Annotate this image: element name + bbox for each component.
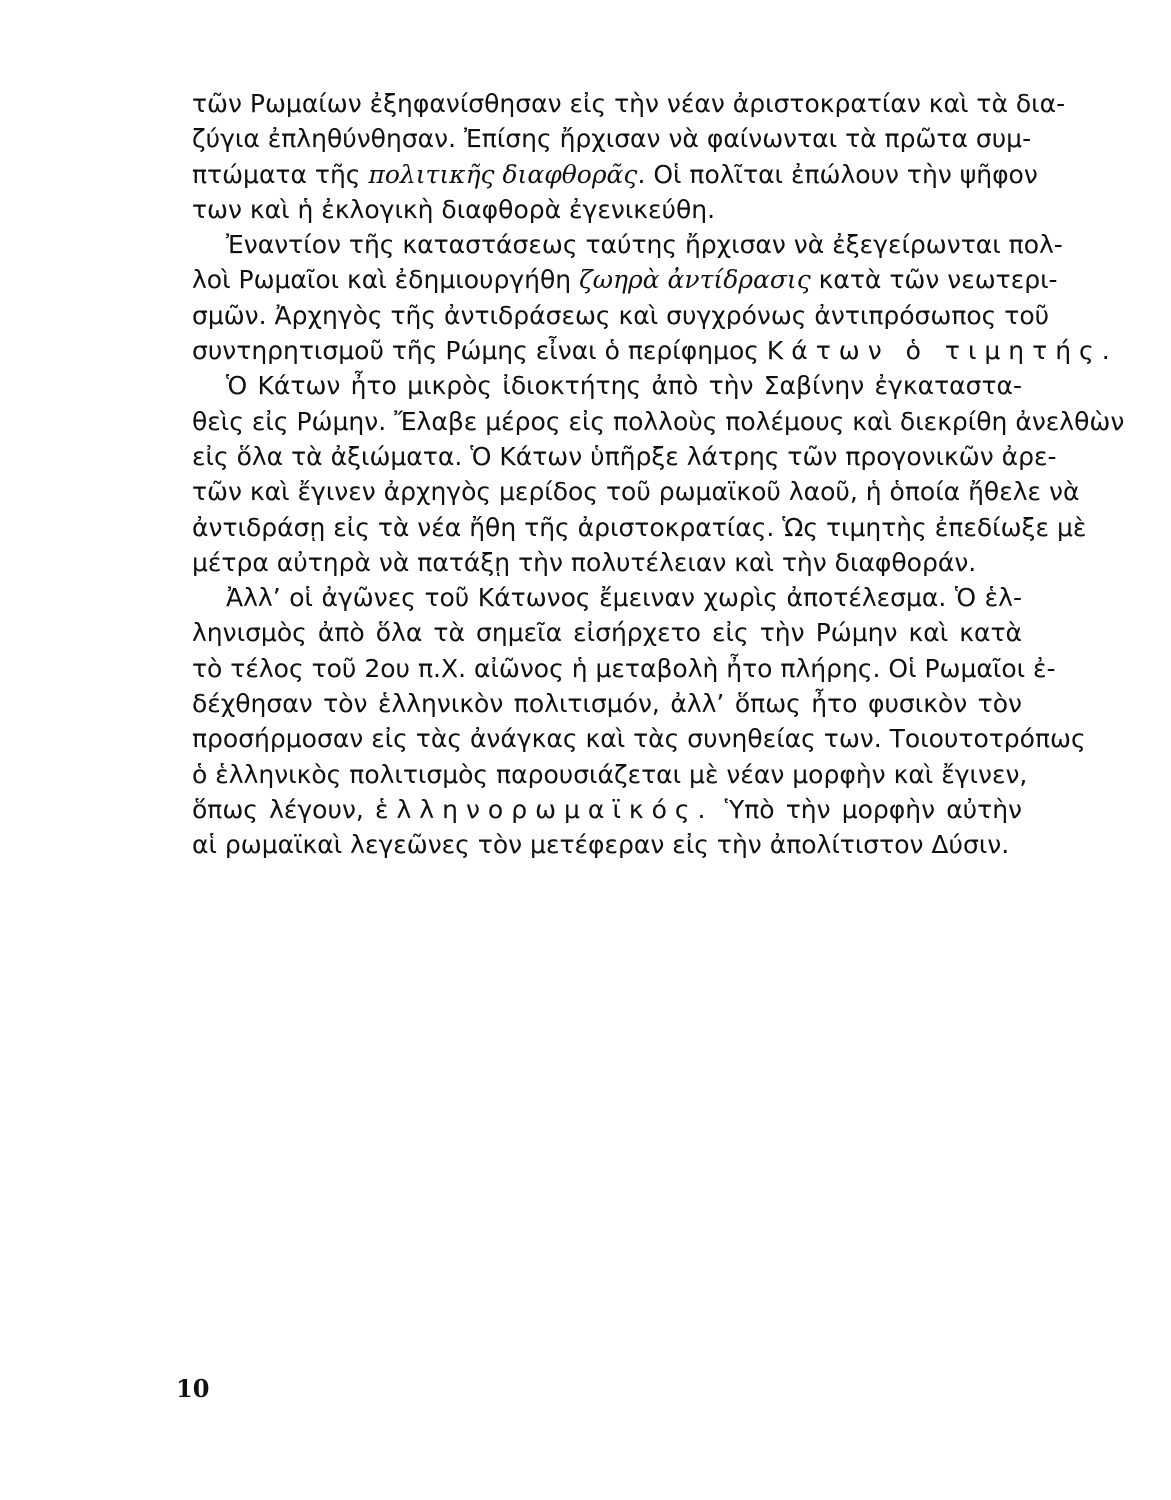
text-segment: τὸ τέλος τοῦ 2ου π.Χ. αἰῶνος ἡ μεταβολὴ ἦτο πλήρης. Οἱ Ρωμαῖοι ἐ- (192, 653, 1056, 683)
paragraph (192, 580, 1086, 862)
text-segment: τῶν καὶ ἔγινεν ἀρχηγὸς μερίδος τοῦ ρωμαϊκοῦ λαοῦ, ἡ ὁποία ἤθελε νὰ (192, 477, 1080, 507)
emphasized-text: πολιτικῆς διαφθορᾶς (368, 159, 638, 189)
text-line (192, 615, 1022, 650)
paragraph (192, 368, 1125, 580)
text-segment: τῶν Ρωμαίων ἐξηφανίσθησαν εἰς τὴν νέαν ἀριστοκρατίαν καὶ τὰ δια- (192, 89, 1066, 118)
text-segment: ὅπως λέγουν, (192, 794, 375, 824)
text-segment: πτώματα τῆς (192, 159, 369, 189)
text-segment: κατὰ τῶν νεωτερι- (810, 265, 1058, 295)
text-segment: ἀντιδράσῃ εἰς τὰ νέα ἤθη τῆς ἀριστοκρατίας. Ὡς τιμητὴς ἐπεδίωξε μὲ (192, 512, 1087, 542)
text-segment: ζύγια ἐπληθύνθησαν. Ἐπίσης ἤρχισαν νὰ φαίνωνται τὰ πρῶτα συμ- (192, 124, 1032, 154)
spaced-text: Κάτων ὁ τιμητής. (766, 336, 1118, 366)
text-segment: προσήρμοσαν εἰς τὰς ἀνάγκας καὶ τὰς συνηθείας των. Τοιουτοτρόπως (192, 724, 1086, 754)
page-number: 10 (176, 1374, 210, 1403)
text-segment: εἰς ὅλα τὰ ἀξιώματα. Ὁ Κάτων ὑπῆρξε λάτρης τῶν προγονικῶν ἀρε- (192, 441, 1057, 471)
text-line (192, 333, 1118, 368)
text-line (192, 298, 1050, 333)
text-segment: συντηρητισμοῦ τῆς Ρώμης εἶναι ὁ περίφημος (192, 336, 767, 366)
text-line (192, 721, 1086, 756)
body-text (192, 86, 1125, 863)
text-line (192, 121, 1032, 156)
text-segment: ὁ ἑλληνικὸς πολιτισμὸς παρουσιάζεται μὲ νέαν μορφὴν καὶ ἔγινεν, (192, 759, 1028, 789)
emphasized-text: ζωηρὰ ἀντίδρασις (579, 265, 811, 295)
text-line (192, 792, 1022, 827)
text-segment: σμῶν. Ἀρχηγὸς τῆς ἀντιδράσεως καὶ συγχρόνως ἀντιπρόσωπος τοῦ (192, 300, 1050, 330)
text-line (192, 757, 1028, 792)
text-line (192, 651, 1056, 686)
spaced-text: ἑλληνορωμαϊκός. (375, 794, 714, 824)
text-line (192, 368, 1022, 403)
text-segment: αἱ ρωμαϊκαὶ λεγεῶνες τὸν μετέφεραν εἰς τὴν ἀπολίτιστον Δύσιν. (192, 830, 1010, 860)
text-segment: δέχθησαν τὸν ἑλληνικὸν πολιτισμόν, ἀλλ’ ὅπως ἦτο φυσικὸν τὸν (192, 689, 1022, 719)
text-segment: . Οἱ πολῖται ἐπώλουν τὴν ψῆφον (637, 159, 1038, 189)
text-segment: θεὶς εἰς Ρώμην. Ἔλαβε μέρος εἰς πολλοὺς πολέμους καὶ διεκρίθη ἀνελθὼν (192, 406, 1125, 436)
text-segment: λοὶ Ρωμαῖοι καὶ ἐδημιουργήθη (192, 265, 580, 295)
text-line (192, 86, 1066, 121)
text-line (192, 474, 1080, 509)
text-line (192, 686, 1022, 721)
text-segment: Ὁ Κάτων ἦτο μικρὸς ἰδιοκτήτης ἀπὸ τὴν Σαβίνην ἐγκαταστα- (226, 371, 1022, 401)
text-line (192, 192, 1022, 227)
text-segment: ληνισμὸς ἀπὸ ὅλα τὰ σημεῖα εἰσήρχετο εἰς τὴν Ρώμην καὶ κατὰ (192, 618, 1022, 648)
text-segment: Ἀλλ’ οἱ ἀγῶνες τοῦ Κάτωνος ἔμειναν χωρὶς ἀποτέλεσμα. Ὁ ἑλ- (226, 583, 1022, 613)
paragraph (192, 86, 1066, 227)
text-segment: Ἐναντίον τῆς καταστάσεως ταύτης ἤρχισαν νὰ ἐξεγείρωνται πολ- (226, 230, 1063, 260)
text-line (192, 157, 1038, 192)
text-line (192, 439, 1057, 474)
text-line (192, 404, 1125, 439)
text-line (192, 262, 1058, 297)
text-segment: μέτρα αὐτηρὰ νὰ πατάξῃ τὴν πολυτέλειαν καὶ τὴν διαφθοράν. (192, 547, 977, 577)
text-line (192, 227, 1063, 262)
text-segment: Ὑπὸ τὴν μορφὴν αὐτὴν (713, 794, 1023, 824)
text-segment: των καὶ ἡ ἐκλογικὴ διαφθορὰ ἐγενικεύθη. (192, 194, 716, 224)
text-line (192, 545, 1022, 580)
text-line (192, 580, 1022, 615)
paragraph (192, 227, 1118, 368)
text-line (192, 827, 1022, 862)
text-line (192, 510, 1087, 545)
